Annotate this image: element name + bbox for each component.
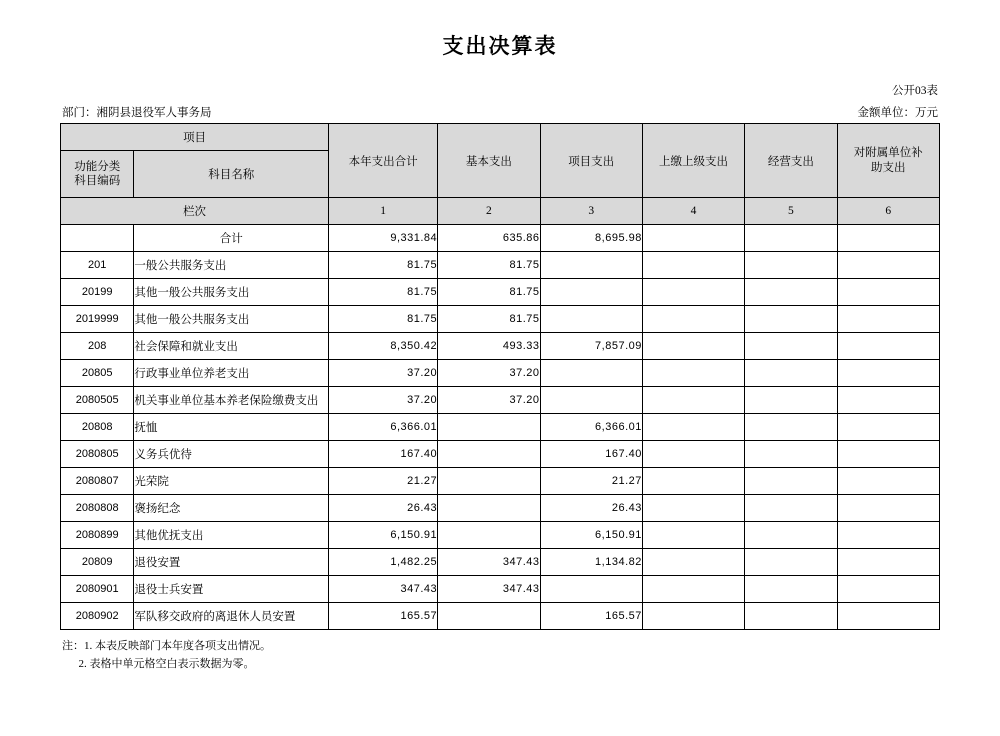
cell-project-expenditure xyxy=(540,279,642,306)
cell-total-expenditure: 81.75 xyxy=(329,306,438,333)
cell-subject-name: 退役安置 xyxy=(134,549,329,576)
cell-function-code: 20808 xyxy=(61,414,134,441)
cell-total-expenditure: 21.27 xyxy=(329,468,438,495)
cell-total-expenditure: 37.20 xyxy=(329,387,438,414)
cell-function-code: 2080805 xyxy=(61,441,134,468)
document-page xyxy=(0,30,1000,736)
cell-function-code: 208 xyxy=(61,333,134,360)
cell-subsidy-expenditure xyxy=(837,252,939,279)
cell-basic-expenditure xyxy=(438,414,540,441)
cell-subsidy-expenditure xyxy=(837,279,939,306)
cell-function-code: 2080902 xyxy=(61,603,134,630)
cell-function-code: 2080505 xyxy=(61,387,134,414)
header-function-code-line2: 科目编码 xyxy=(74,175,121,187)
cell-basic-expenditure: 635.86 xyxy=(438,225,540,252)
table-body xyxy=(61,225,940,630)
table-row xyxy=(61,360,940,387)
note-line-1: 注：1. 本表反映部门本年度各项支出情况。 xyxy=(62,640,271,652)
col-number-5: 5 xyxy=(745,198,837,225)
cell-subject-name: 合计 xyxy=(134,225,329,252)
col-number-4: 4 xyxy=(642,198,744,225)
cell-operating-expenditure xyxy=(745,495,837,522)
meta-row xyxy=(60,104,940,123)
cell-total-expenditure: 37.20 xyxy=(329,360,438,387)
table-row xyxy=(61,306,940,333)
cell-subsidy-expenditure xyxy=(837,225,939,252)
cell-total-expenditure: 6,150.91 xyxy=(329,522,438,549)
cell-subsidy-expenditure xyxy=(837,495,939,522)
cell-operating-expenditure xyxy=(745,360,837,387)
cell-operating-expenditure xyxy=(745,549,837,576)
row-index-label: 栏次 xyxy=(61,198,329,225)
cell-total-expenditure: 6,366.01 xyxy=(329,414,438,441)
cell-project-expenditure xyxy=(540,306,642,333)
cell-subject-name: 一般公共服务支出 xyxy=(134,252,329,279)
page-title: 支出决算表 xyxy=(442,35,558,58)
cell-upper-level-expenditure xyxy=(642,387,744,414)
cell-total-expenditure: 347.43 xyxy=(329,576,438,603)
cell-basic-expenditure: 347.43 xyxy=(438,576,540,603)
cell-subject-name: 社会保障和就业支出 xyxy=(134,333,329,360)
cell-basic-expenditure xyxy=(438,603,540,630)
cell-project-expenditure: 6,150.91 xyxy=(540,522,642,549)
cell-subject-name: 退役士兵安置 xyxy=(134,576,329,603)
table-notes xyxy=(60,637,940,673)
cell-upper-level-expenditure xyxy=(642,522,744,549)
cell-basic-expenditure: 347.43 xyxy=(438,549,540,576)
cell-subsidy-expenditure xyxy=(837,333,939,360)
table-row xyxy=(61,414,940,441)
cell-function-code: 2080807 xyxy=(61,468,134,495)
cell-project-expenditure xyxy=(540,576,642,603)
header-subsidy-line2: 助支出 xyxy=(871,161,906,174)
cell-basic-expenditure: 81.75 xyxy=(438,279,540,306)
cell-basic-expenditure: 37.20 xyxy=(438,387,540,414)
cell-operating-expenditure xyxy=(745,414,837,441)
cell-operating-expenditure xyxy=(745,603,837,630)
cell-operating-expenditure xyxy=(745,387,837,414)
table-column-number-row xyxy=(61,198,940,225)
cell-operating-expenditure xyxy=(745,468,837,495)
cell-upper-level-expenditure xyxy=(642,576,744,603)
cell-basic-expenditure xyxy=(438,441,540,468)
cell-total-expenditure: 9,331.84 xyxy=(329,225,438,252)
cell-upper-level-expenditure xyxy=(642,360,744,387)
cell-basic-expenditure xyxy=(438,468,540,495)
col-number-1: 1 xyxy=(329,198,438,225)
col-number-3: 3 xyxy=(540,198,642,225)
cell-subsidy-expenditure xyxy=(837,387,939,414)
cell-subject-name: 其他一般公共服务支出 xyxy=(134,306,329,333)
cell-basic-expenditure: 81.75 xyxy=(438,306,540,333)
cell-subsidy-expenditure xyxy=(837,468,939,495)
cell-subject-name: 光荣院 xyxy=(134,468,329,495)
cell-project-expenditure xyxy=(540,360,642,387)
cell-operating-expenditure xyxy=(745,225,837,252)
col-number-2: 2 xyxy=(438,198,540,225)
table-row xyxy=(61,522,940,549)
header-function-code xyxy=(61,151,134,198)
header-total-expenditure: 本年支出合计 xyxy=(329,124,438,198)
cell-upper-level-expenditure xyxy=(642,252,744,279)
header-operating-expenditure: 经营支出 xyxy=(745,124,837,198)
cell-total-expenditure: 167.40 xyxy=(329,441,438,468)
header-project-expenditure: 项目支出 xyxy=(540,124,642,198)
header-function-code-line1: 功能分类 xyxy=(74,160,121,173)
cell-subject-name: 其他优抚支出 xyxy=(134,522,329,549)
cell-project-expenditure: 26.43 xyxy=(540,495,642,522)
cell-operating-expenditure xyxy=(745,441,837,468)
cell-basic-expenditure: 37.20 xyxy=(438,360,540,387)
cell-project-expenditure: 165.57 xyxy=(540,603,642,630)
cell-subsidy-expenditure xyxy=(837,576,939,603)
table-row xyxy=(61,495,940,522)
cell-total-expenditure: 81.75 xyxy=(329,252,438,279)
cell-subsidy-expenditure xyxy=(837,522,939,549)
cell-project-expenditure: 21.27 xyxy=(540,468,642,495)
cell-upper-level-expenditure xyxy=(642,603,744,630)
cell-total-expenditure: 1,482.25 xyxy=(329,549,438,576)
cell-upper-level-expenditure xyxy=(642,549,744,576)
table-row xyxy=(61,333,940,360)
cell-function-code: 2080808 xyxy=(61,495,134,522)
cell-operating-expenditure xyxy=(745,252,837,279)
cell-function-code: 2019999 xyxy=(61,306,134,333)
cell-project-expenditure xyxy=(540,387,642,414)
table-row xyxy=(61,387,940,414)
cell-subject-name: 机关事业单位基本养老保险缴费支出 xyxy=(134,387,329,414)
header-subsidy-expenditure xyxy=(837,124,939,198)
cell-subsidy-expenditure xyxy=(837,360,939,387)
header-subject-name: 科目名称 xyxy=(134,151,329,198)
form-code: 公开03表 xyxy=(892,85,938,97)
header-subsidy-line1: 对附属单位补 xyxy=(853,147,923,160)
cell-basic-expenditure xyxy=(438,495,540,522)
cell-subject-name: 其他一般公共服务支出 xyxy=(134,279,329,306)
cell-subsidy-expenditure xyxy=(837,414,939,441)
cell-function-code: 20199 xyxy=(61,279,134,306)
cell-function-code: 20805 xyxy=(61,360,134,387)
table-row xyxy=(61,252,940,279)
cell-total-expenditure: 26.43 xyxy=(329,495,438,522)
cell-function-code: 20809 xyxy=(61,549,134,576)
department-label: 部门：湘阴县退役军人事务局 xyxy=(62,107,212,119)
cell-subsidy-expenditure xyxy=(837,603,939,630)
cell-total-expenditure: 81.75 xyxy=(329,279,438,306)
note-line-2: 2. 表格中单元格空白表示数据为零。 xyxy=(62,658,255,671)
cell-project-expenditure xyxy=(540,252,642,279)
cell-subject-name: 抚恤 xyxy=(134,414,329,441)
header-basic-expenditure: 基本支出 xyxy=(438,124,540,198)
cell-subsidy-expenditure xyxy=(837,441,939,468)
cell-subject-name: 行政事业单位养老支出 xyxy=(134,360,329,387)
expenditure-table xyxy=(60,123,940,630)
cell-operating-expenditure xyxy=(745,576,837,603)
cell-subsidy-expenditure xyxy=(837,306,939,333)
cell-basic-expenditure: 81.75 xyxy=(438,252,540,279)
cell-upper-level-expenditure xyxy=(642,333,744,360)
cell-upper-level-expenditure xyxy=(642,441,744,468)
cell-subject-name: 军队移交政府的离退休人员安置 xyxy=(134,603,329,630)
cell-upper-level-expenditure xyxy=(642,468,744,495)
table-row xyxy=(61,576,940,603)
cell-subject-name: 义务兵优待 xyxy=(134,441,329,468)
col-number-6: 6 xyxy=(837,198,939,225)
cell-project-expenditure: 8,695.98 xyxy=(540,225,642,252)
cell-subject-name: 褒扬纪念 xyxy=(134,495,329,522)
table-row xyxy=(61,468,940,495)
cell-project-expenditure: 1,134.82 xyxy=(540,549,642,576)
cell-basic-expenditure: 493.33 xyxy=(438,333,540,360)
unit-label: 金额单位：万元 xyxy=(857,107,938,119)
cell-basic-expenditure xyxy=(438,522,540,549)
cell-upper-level-expenditure xyxy=(642,279,744,306)
cell-subsidy-expenditure xyxy=(837,549,939,576)
table-row xyxy=(61,603,940,630)
cell-project-expenditure: 167.40 xyxy=(540,441,642,468)
cell-operating-expenditure xyxy=(745,306,837,333)
cell-function-code: 201 xyxy=(61,252,134,279)
header-upper-level-expenditure: 上缴上级支出 xyxy=(642,124,744,198)
table-row xyxy=(61,549,940,576)
cell-project-expenditure: 6,366.01 xyxy=(540,414,642,441)
table-row xyxy=(61,225,940,252)
cell-upper-level-expenditure xyxy=(642,225,744,252)
header-group-item: 项目 xyxy=(61,124,329,151)
table-header-group-row xyxy=(61,124,940,151)
cell-upper-level-expenditure xyxy=(642,306,744,333)
cell-operating-expenditure xyxy=(745,522,837,549)
cell-function-code xyxy=(61,225,134,252)
table-row xyxy=(61,279,940,306)
cell-total-expenditure: 165.57 xyxy=(329,603,438,630)
cell-function-code: 2080901 xyxy=(61,576,134,603)
cell-operating-expenditure xyxy=(745,333,837,360)
cell-function-code: 2080899 xyxy=(61,522,134,549)
cell-upper-level-expenditure xyxy=(642,414,744,441)
cell-upper-level-expenditure xyxy=(642,495,744,522)
cell-operating-expenditure xyxy=(745,279,837,306)
cell-project-expenditure: 7,857.09 xyxy=(540,333,642,360)
cell-total-expenditure: 8,350.42 xyxy=(329,333,438,360)
table-row xyxy=(61,441,940,468)
